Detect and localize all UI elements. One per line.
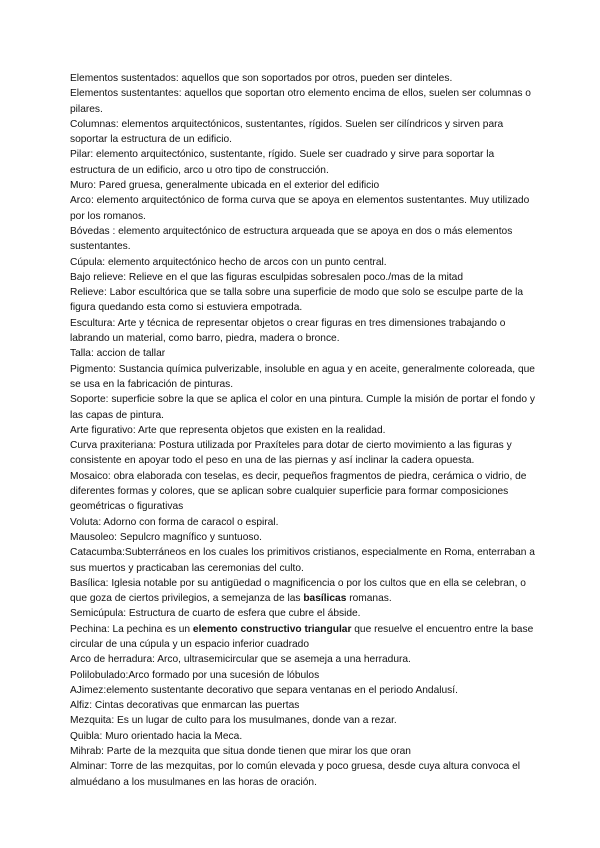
entry-text: Pigmento: Sustancia química pulverizable, insoluble en agua y en aceite, generalmente coloreada, que se usa en la fabricación de pinturas. bbox=[70, 363, 535, 390]
entry-text: Mosaico: obra elaborada con teselas, es decir, pequeños fragmentos de piedra, cerámica o vidrio, de diferentes formas y colores, que se aplican sobre cualquier superficie para formar composiciones geométricas o figurativas bbox=[70, 470, 527, 513]
entry-text: Pilar: elemento arquitectónico, sustentante, rígido. Suele ser cuadrado y sirve para soportar la estructura de un edificio, arco u otro tipo de construcción. bbox=[70, 149, 495, 176]
glossary-entry bbox=[70, 683, 540, 698]
glossary-entry bbox=[70, 576, 540, 607]
entry-text: Elementos sustentados: aquellos que son soportados por otros, pueden ser dinteles. bbox=[70, 73, 453, 84]
entry-text: Polilobulado:Arco formado por una sucesión de lóbulos bbox=[70, 669, 320, 681]
glossary-entry bbox=[70, 545, 540, 576]
glossary-entry bbox=[70, 438, 540, 469]
glossary-entry bbox=[70, 469, 540, 515]
entry-text: Bajo relieve: Relieve en el que las figuras esculpidas sobresalen poco./mas de la mitad bbox=[70, 271, 464, 283]
glossary-entry bbox=[70, 270, 540, 285]
entry-text: Alminar: Torre de las mezquitas, por lo común elevada y poco gruesa, desde cuya altura convoca el almuédano a los musulmanes en las horas de oración. bbox=[70, 761, 521, 788]
entry-text: Relieve: Labor escultórica que se talla sobre una superficie de modo que solo se esculpe parte de la figura quedando esta como si estuviera empotrada. bbox=[70, 287, 524, 314]
entry-bold-text: elemento constructivo triangular bbox=[192, 623, 352, 635]
entry-text: Cúpula: elemento arquitectónico hecho de arcos con un punto central. bbox=[70, 256, 387, 268]
entry-text-continued: que resuelve el encuentro entre la base circular de una cúpula y un espacio inferior cuadrado bbox=[70, 623, 534, 650]
entry-text: AJimez:elemento sustentante decorativo que separa ventanas en el periodo Andalusí. bbox=[70, 684, 458, 696]
entry-text: Voluta: Adorno con forma de caracol o espiral. bbox=[70, 516, 279, 528]
glossary-entry bbox=[70, 392, 540, 423]
glossary-entry bbox=[70, 759, 540, 790]
glossary-entry bbox=[70, 668, 540, 683]
glossary-entry bbox=[70, 698, 540, 713]
entry-text: Arco: elemento arquitectónico de forma curva que se apoya en elementos sustentantes. Muy utilizado por los romanos. bbox=[70, 195, 530, 222]
entry-text: Arco de herradura: Arco, ultrasemicircular que se asemeja a una herradura. bbox=[70, 654, 411, 666]
entry-text: Quibla: Muro orientado hacia la Meca. bbox=[70, 730, 243, 742]
entry-text: Mihrab: Parte de la mezquita que situa donde tienen que mirar los que oran bbox=[70, 746, 411, 758]
entry-text: Arte figurativo: Arte que representa objetos que existen en la realidad. bbox=[70, 424, 386, 436]
entry-text: Columnas: elementos arquitectónicos, sustentantes, rígidos. Suelen ser cilíndricos y sirven para soportar la estructura de un edificio. bbox=[70, 118, 504, 146]
entry-text-continued: romanas. bbox=[346, 593, 392, 605]
entry-text: Muro: Pared gruesa, generalmente ubicada en el exterior del edificio bbox=[70, 180, 380, 192]
glossary-entry bbox=[70, 224, 540, 255]
entry-text: Pechina: La pechina es un bbox=[70, 623, 193, 635]
glossary-entry bbox=[70, 193, 540, 224]
entry-text: Escultura: Arte y técnica de representar objetos o crear figuras en tres dimensiones trabajando o labrando un material, como barro, piedra, madera o bronce. bbox=[70, 317, 506, 345]
document-page bbox=[70, 71, 540, 790]
glossary-entry bbox=[70, 713, 540, 728]
glossary-entry bbox=[70, 729, 540, 744]
glossary-entry bbox=[70, 652, 540, 667]
glossary-entry bbox=[70, 346, 540, 361]
entry-text: Catacumba:Subterráneos en los cuales los primitivos cristianos, especialmente en Roma, enterraban a sus muertos y practicaban las ceremonias del culto. bbox=[70, 547, 535, 574]
glossary-entry bbox=[70, 362, 540, 393]
glossary-entry bbox=[70, 285, 540, 316]
entry-text: Talla: accion de tallar bbox=[70, 348, 166, 360]
entry-text: Curva praxiteriana: Postura utilizada por Praxíteles para dotar de cierto movimiento a las figuras y consistente en apoyar todo el peso en una de las piernas y así inclinar la cadera opuesta. bbox=[70, 440, 512, 467]
entry-text: Mezquita: Es un lugar de culto para los musulmanes, donde van a rezar. bbox=[70, 715, 397, 727]
glossary-entry bbox=[70, 117, 540, 148]
glossary-entry bbox=[70, 606, 540, 621]
glossary-entry bbox=[70, 71, 540, 86]
glossary-entry bbox=[70, 622, 540, 653]
glossary-entry bbox=[70, 178, 540, 193]
entry-text: Basílica: Iglesia notable por su antigüedad o magnificencia o por los cultos que en ella se celebran, o que goza de ciertos privilegios, a semejanza de las bbox=[70, 577, 526, 605]
glossary-entry bbox=[70, 423, 540, 438]
glossary-entry bbox=[70, 316, 540, 347]
entry-bold-text: basílicas bbox=[303, 593, 347, 605]
glossary-entry bbox=[70, 255, 540, 270]
entry-text: Elementos sustentantes: aquellos que soportan otro elemento encima de ellos, suelen ser columnas o pilares. bbox=[70, 88, 531, 115]
glossary-entry bbox=[70, 147, 540, 178]
entry-text: Mausoleo: Sepulcro magnífico y suntuoso. bbox=[70, 531, 262, 543]
entry-text: Soporte: superficie sobre la que se aplica el color en una pintura. Cumple la misión de portar el fondo y las capas de pintura. bbox=[70, 394, 535, 421]
entry-text: Alfiz: Cintas decorativas que enmarcan las puertas bbox=[70, 700, 300, 712]
glossary-entry bbox=[70, 744, 540, 759]
glossary-entry bbox=[70, 515, 540, 530]
entry-text: Bóvedas : elemento arquitectónico de estructura arqueada que se apoya en dos o más elementos sustentantes. bbox=[70, 225, 513, 253]
glossary-entry bbox=[70, 530, 540, 545]
entry-text: Semicúpula: Estructura de cuarto de esfera que cubre el ábside. bbox=[70, 608, 361, 620]
glossary-entry bbox=[70, 86, 540, 117]
